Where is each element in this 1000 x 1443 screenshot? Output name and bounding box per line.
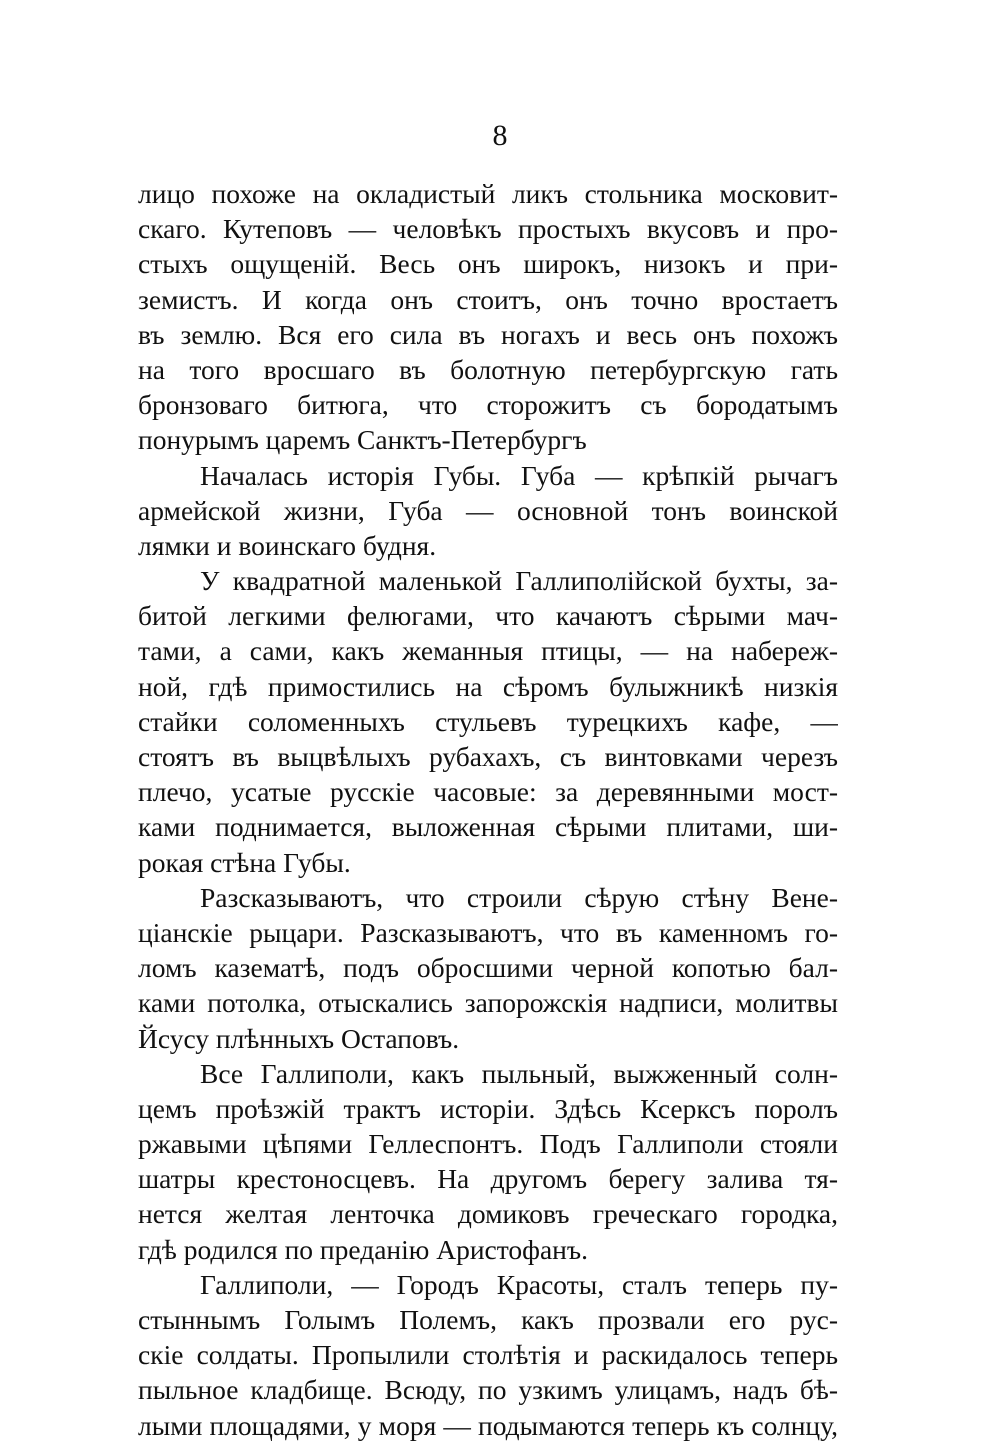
text-line: плечо, усатые русскіе часовые: за деревянными мост-: [138, 776, 838, 808]
text-line: нется желтая ленточка домиковъ греческаго городка,: [138, 1198, 838, 1230]
text-line: стыхъ ощущеній. Весь онъ широкъ, низокъ и при-: [138, 248, 838, 280]
text-line: пыльное кладбище. Всюду, по узкимъ улицамъ, надъ бѣ-: [138, 1374, 838, 1406]
text-line: Разсказываютъ, что строили сѣрую стѣну Вене-: [200, 881, 838, 913]
text-line: на того вросшаго въ болотную петербургскую гать: [138, 353, 838, 385]
text-line: тами, а сами, какъ жеманныя птицы, — на набереж-: [138, 635, 838, 667]
text-line: скіе солдаты. Пропылили столѣтія и раскидалось теперь: [138, 1339, 838, 1371]
text-line: Все Галлиполи, какъ пыльный, выжженный солн-: [200, 1057, 838, 1089]
text-line: стоятъ въ выцвѣлыхъ рубахахъ, съ винтовками черезъ: [138, 741, 838, 772]
text-line: лыми площадями, у моря — подымаются теперь къ солнцу,: [138, 1409, 838, 1441]
text-line: понурымъ царемъ Санктъ-Петербургъ: [138, 424, 587, 456]
text-line: земистъ. И когда онъ стоитъ, онъ точно вростаетъ: [138, 283, 838, 315]
text-line: Галлиполи, — Городъ Красоты, сталъ теперь пу-: [200, 1268, 838, 1300]
text-line: битой легкими фелюгами, что качаютъ сѣрыми мач-: [138, 600, 838, 632]
body-text: [138, 176, 838, 1443]
text-line: лямки и воинскаго будня.: [138, 529, 437, 561]
text-line: ціанскіе рыцари. Разсказываютъ, что въ каменномъ го-: [138, 916, 838, 948]
text-line: гдѣ родился по преданію Аристофанъ.: [138, 1233, 588, 1265]
text-line: Началась исторія Губы. Губа — крѣпкій рычагъ: [200, 459, 838, 491]
text-line: въ землю. Вся его сила въ ногахъ и весь онъ похожъ: [138, 318, 838, 350]
text-line: шатры крестоносцевъ. На другомъ берегу залива тя-: [138, 1163, 838, 1195]
text-line: ками потолка, отыскались запорожскія надписи, молитвы: [138, 987, 838, 1019]
text-line: цемъ проѣзжій трактъ исторіи. Здѣсь Ксерксъ поролъ: [138, 1092, 838, 1124]
page-number: 8: [492, 119, 508, 152]
text-line: ломъ казематѣ, подъ обросшими черной копотью бал-: [138, 952, 838, 984]
text-line: рокая стѣна Губы.: [138, 846, 351, 878]
text-line: скаго. Кутеповъ — человѣкъ простыхъ вкусовъ и про-: [138, 213, 838, 245]
text-line: лицо похоже на окладистый ликъ стольника московит-: [138, 178, 838, 209]
text-line: У квадратной маленькой Галлиполійской бухты, за-: [200, 565, 838, 597]
text-line: Йсусу плѣнныхъ Остаповъ.: [138, 1022, 460, 1054]
text-line: ками поднимается, выложенная сѣрыми плитами, ши-: [138, 811, 838, 843]
text-line: армейской жизни, Губа — основной тонъ воинской: [138, 494, 838, 526]
text-line: ржавыми цѣпями Геллеспонтъ. Подъ Галлиполи стояли: [138, 1128, 838, 1160]
text-line: бронзоваго битюга, что сторожитъ съ бородатымъ: [138, 389, 838, 421]
text-line: ной, гдѣ примостились на сѣромъ булыжникѣ низкія: [138, 670, 838, 702]
text-line: стыннымъ Голымъ Полемъ, какъ прозвали его рус-: [138, 1304, 838, 1335]
text-line: стайки соломенныхъ стульевъ турецкихъ кафе, —: [138, 705, 838, 737]
